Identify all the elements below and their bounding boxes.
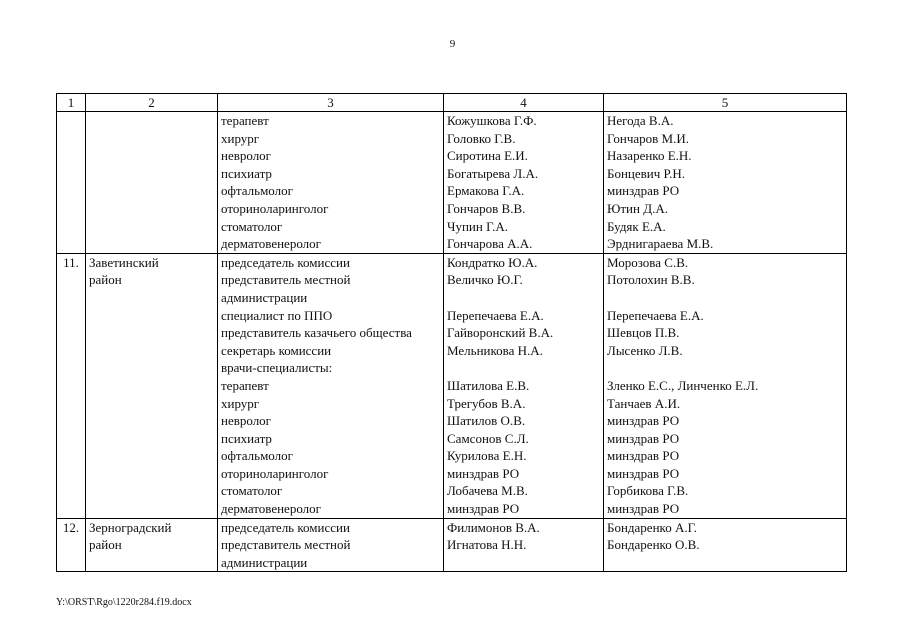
member-line: Трегубов В.А. [447, 395, 526, 411]
district-name-line: район [89, 272, 122, 288]
member-line: Курилова Е.Н. [447, 448, 527, 464]
member-line: Ермакова Г.А. [447, 183, 525, 199]
role-line: психиатр [221, 165, 272, 181]
reserve-line: Назаренко Е.Н. [607, 148, 692, 164]
role-line: офтальмолог [221, 183, 293, 199]
reserve-line: Бондаренко О.В. [607, 537, 700, 553]
reserve-line: минздрав РО [607, 501, 680, 517]
reserve-line: Зленко Е.С., Линченко Е.Л. [607, 377, 759, 393]
role-line: психиатр [221, 430, 272, 446]
reserve-line [607, 359, 843, 377]
role-line: офтальмолог [221, 448, 293, 464]
role-line: дерматовенеролог [221, 501, 321, 517]
reserve-cell [604, 518, 847, 572]
role-line: невролог [221, 148, 272, 164]
role-line: администрации [221, 289, 308, 305]
member-line: Шатилова Е.В. [447, 377, 530, 393]
reserve-line: Лысенко Л.В. [607, 342, 683, 358]
commission-table [56, 93, 847, 572]
member-line: Величко Ю.Г. [447, 272, 523, 288]
member-line: Чупин Г.А. [447, 218, 509, 234]
role-line: представитель казачьего общества [221, 325, 412, 341]
member-line: Гайворонский В.А. [447, 325, 554, 341]
role-line: оториноларинголог [221, 465, 329, 481]
reserve-line: Перепечаева Е.А. [607, 307, 704, 323]
member-line: Кожушкова Г.Ф. [447, 113, 537, 128]
member-cell [444, 253, 604, 518]
reserve-line: минздрав РО [607, 183, 680, 199]
role-cell [218, 253, 444, 518]
member-line: Филимонов В.А. [447, 519, 540, 535]
reserve-line: Потолохин В.В. [607, 272, 695, 288]
reserve-line: минздрав РО [607, 465, 680, 481]
reserve-line: Негода В.А. [607, 113, 674, 128]
district-name-line: район [89, 537, 122, 553]
header-cell: 1 [57, 94, 86, 112]
reserve-line: Танчаев А.И. [607, 395, 681, 411]
member-line: Игнатова Н.Н. [447, 537, 527, 553]
reserve-line [607, 289, 843, 307]
header-cell: 2 [86, 94, 218, 112]
page-number: 9 [449, 38, 456, 50]
member-line: Шатилов О.В. [447, 413, 526, 429]
row-number: 11. [57, 253, 86, 518]
header-cell: 3 [218, 94, 444, 112]
reserve-cell [604, 112, 847, 254]
reserve-line: минздрав РО [607, 448, 680, 464]
member-line [447, 554, 600, 572]
reserve-line: Эрднигараева М.В. [607, 236, 714, 252]
reserve-line: Гончаров М.И. [607, 130, 689, 146]
member-line: Гончаров В.В. [447, 200, 526, 216]
reserve-cell [604, 253, 847, 518]
member-line: Кондратко Ю.А. [447, 254, 538, 270]
district-cell [86, 253, 218, 518]
header-row [57, 94, 847, 112]
reserve-line [607, 554, 843, 572]
member-line: минздрав РО [447, 465, 520, 481]
member-line: Самсонов С.Л. [447, 430, 529, 446]
member-line: Сиротина Е.И. [447, 148, 528, 164]
member-line: Лобачева М.В. [447, 483, 528, 499]
table-row [57, 253, 847, 518]
role-line: специалист по ППО [221, 307, 333, 323]
role-line: хирург [221, 130, 260, 146]
row-number: 12. [57, 518, 86, 572]
district-cell [86, 518, 218, 572]
reserve-line: Морозова С.В. [607, 254, 689, 270]
member-line: Гончарова А.А. [447, 236, 533, 252]
district-name-line: Заветинский [89, 254, 159, 270]
reserve-line: минздрав РО [607, 413, 680, 429]
role-line: терапевт [221, 377, 269, 393]
table-row [57, 518, 847, 572]
member-line: минздрав РО [447, 501, 520, 517]
header-cell: 5 [604, 94, 847, 112]
row-number [57, 112, 86, 254]
reserve-line: Шевцов П.В. [607, 325, 680, 341]
role-line: председатель комиссии [221, 254, 350, 270]
role-line: дерматовенеролог [221, 236, 321, 252]
reserve-line: Ютин Д.А. [607, 200, 668, 216]
district-cell [86, 112, 218, 254]
member-line: Мельникова Н.А. [447, 342, 543, 358]
role-line: секретарь комиссии [221, 342, 332, 358]
header-cell: 4 [444, 94, 604, 112]
role-line: оториноларинголог [221, 200, 329, 216]
role-cell [218, 112, 444, 254]
reserve-line: Будяк Е.А. [607, 218, 666, 234]
member-line [447, 289, 600, 307]
role-line: терапевт [221, 113, 269, 128]
role-line: администрации [221, 554, 308, 570]
member-line [447, 359, 600, 377]
member-cell [444, 518, 604, 572]
district-name-line: Зерноградский [89, 519, 172, 535]
member-cell [444, 112, 604, 254]
role-line: невролог [221, 413, 272, 429]
role-line: хирург [221, 395, 260, 411]
role-line: стоматолог [221, 218, 283, 234]
role-line: стоматолог [221, 483, 283, 499]
table-row [57, 112, 847, 254]
role-line: представитель местной [221, 537, 351, 553]
file-path-footer: Y:\ORST\Rgo\1220r284.f19.docx [56, 597, 192, 608]
reserve-line: Горбикова Г.В. [607, 483, 689, 499]
member-line: Перепечаева Е.А. [447, 307, 544, 323]
role-line: председатель комиссии [221, 519, 350, 535]
reserve-line: минздрав РО [607, 430, 680, 446]
member-line: Богатырева Л.А. [447, 165, 539, 181]
role-line: врачи-специалисты: [221, 360, 333, 376]
role-cell [218, 518, 444, 572]
reserve-line: Бонцевич Р.Н. [607, 165, 686, 181]
member-line: Головко Г.В. [447, 130, 516, 146]
reserve-line: Бондаренко А.Г. [607, 519, 697, 535]
role-line: представитель местной [221, 272, 351, 288]
